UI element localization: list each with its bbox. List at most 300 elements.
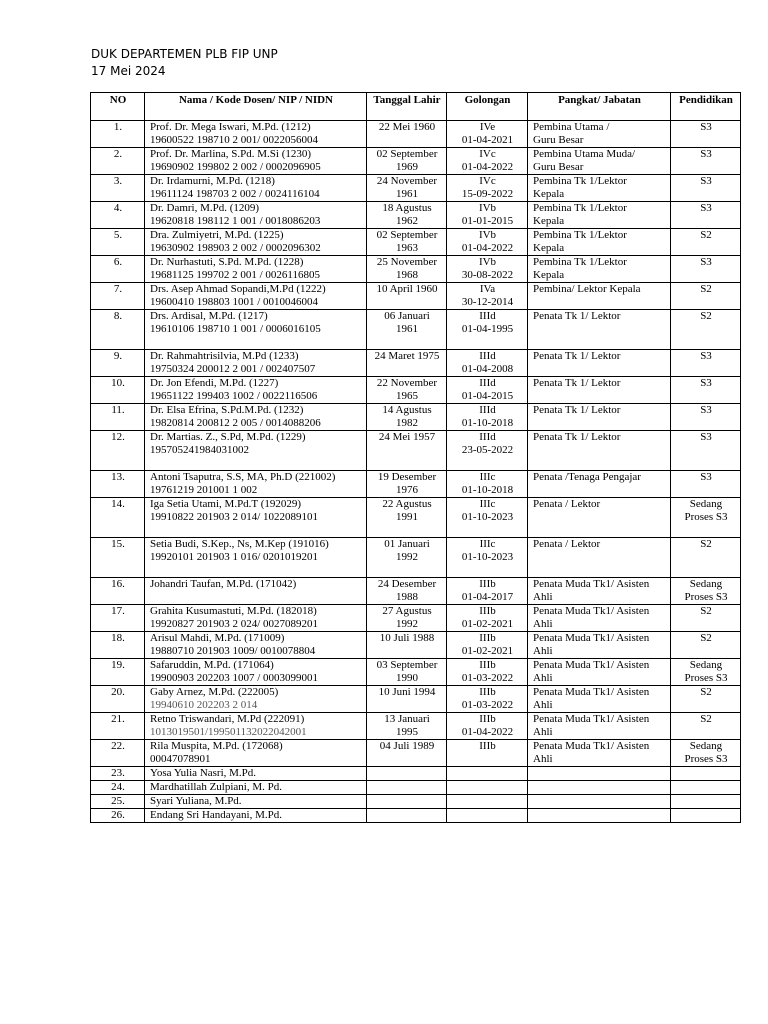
cell-name bbox=[145, 229, 367, 256]
rank-title: Penata Muda Tk1/ Asisten bbox=[533, 605, 650, 617]
cell-birthdate: 04 Juli 1989 bbox=[367, 740, 447, 767]
cell-no: 8. bbox=[91, 310, 145, 350]
rank-title: Penata Tk 1/ Lektor bbox=[533, 350, 621, 362]
cell-name bbox=[145, 121, 367, 148]
cell-education: Sedang Proses S3 bbox=[671, 659, 741, 686]
cell-no: 7. bbox=[91, 283, 145, 310]
cell-name bbox=[145, 471, 367, 498]
cell-birthdate: 03 September 1990 bbox=[367, 659, 447, 686]
rank-title: Penata Muda Tk1/ Asisten bbox=[533, 578, 650, 590]
cell-rank bbox=[528, 809, 671, 823]
cell-no: 13. bbox=[91, 471, 145, 498]
lecturer-name: Johandri Taufan, M.Pd. (171042) bbox=[150, 578, 297, 590]
cell-no: 16. bbox=[91, 578, 145, 605]
rank-title: Pembina Tk 1/Lektor bbox=[533, 202, 627, 214]
grade-date: 01-03-2022 bbox=[461, 671, 514, 684]
rank-title: Penata Tk 1/ Lektor bbox=[533, 431, 621, 443]
cell-rank bbox=[528, 538, 671, 578]
rank-title: Penata Tk 1/ Lektor bbox=[533, 310, 621, 322]
grade-date: 01-10-2023 bbox=[461, 510, 514, 523]
lecturer-name: Safaruddin, M.Pd. (171064) bbox=[150, 659, 274, 671]
table-row bbox=[91, 795, 741, 809]
grade-code: IIId bbox=[479, 350, 496, 362]
cell-no: 2. bbox=[91, 148, 145, 175]
lecturer-name: Iga Setia Utami, M.Pd.T (192029) bbox=[150, 498, 302, 510]
cell-birthdate: 01 Januari 1992 bbox=[367, 538, 447, 578]
position-title: Guru Besar bbox=[533, 160, 584, 173]
grade-date: 01-04-2022 bbox=[461, 725, 514, 738]
lecturer-name: Dr. Irdamurni, M.Pd. (1218) bbox=[150, 175, 275, 187]
lecturer-nip: 19600522 198710 2 001/ 0022056004 bbox=[150, 133, 319, 146]
cell-birthdate bbox=[367, 795, 447, 809]
cell-grade bbox=[447, 121, 528, 148]
cell-rank bbox=[528, 713, 671, 740]
grade-date: 15-09-2022 bbox=[461, 187, 514, 200]
cell-education: S3 bbox=[671, 431, 741, 471]
cell-education: Sedang Proses S3 bbox=[671, 498, 741, 538]
cell-grade bbox=[447, 795, 528, 809]
cell-rank bbox=[528, 578, 671, 605]
cell-no: 19. bbox=[91, 659, 145, 686]
grade-date: 30-12-2014 bbox=[461, 295, 514, 308]
cell-rank bbox=[528, 767, 671, 781]
table-row bbox=[91, 498, 741, 538]
lecturer-name: Setia Budi, S.Kep., Ns, M.Kep (191016) bbox=[150, 538, 329, 550]
grade-date: 01-04-2008 bbox=[461, 362, 514, 375]
rank-title: Pembina Utama / bbox=[533, 121, 610, 133]
lecturer-nip: 1013019501/199501132022042001 bbox=[150, 725, 307, 738]
lecturer-name: Dra. Zulmiyetri, M.Pd. (1225) bbox=[150, 229, 284, 241]
cell-no: 1. bbox=[91, 121, 145, 148]
cell-education: S3 bbox=[671, 350, 741, 377]
lecturer-nip: 19920827 201903 2 024/ 0027089201 bbox=[150, 617, 319, 630]
cell-grade bbox=[447, 404, 528, 431]
cell-education: S3 bbox=[671, 256, 741, 283]
cell-name bbox=[145, 283, 367, 310]
rank-title: Penata Muda Tk1/ Asisten bbox=[533, 740, 650, 752]
cell-rank bbox=[528, 686, 671, 713]
cell-no: 6. bbox=[91, 256, 145, 283]
cell-birthdate: 24 Maret 1975 bbox=[367, 350, 447, 377]
table-row bbox=[91, 632, 741, 659]
cell-grade bbox=[447, 605, 528, 632]
column-header-no: NO bbox=[91, 93, 145, 121]
lecturer-name: Prof. Dr. Mega Iswari, M.Pd. (1212) bbox=[150, 121, 311, 133]
cell-name bbox=[145, 350, 367, 377]
table-row bbox=[91, 578, 741, 605]
lecturer-name: Retno Triswandari, M.Pd (222091) bbox=[150, 713, 305, 725]
cell-grade bbox=[447, 632, 528, 659]
position-title: Ahli bbox=[533, 617, 553, 630]
grade-code: IIIb bbox=[479, 578, 496, 590]
rank-title: Pembina Tk 1/Lektor bbox=[533, 229, 627, 241]
cell-birthdate: 24 Desember 1988 bbox=[367, 578, 447, 605]
cell-rank bbox=[528, 377, 671, 404]
document-heading bbox=[91, 46, 278, 80]
cell-name bbox=[145, 175, 367, 202]
lecturer-name: Rila Muspita, M.Pd. (172068) bbox=[150, 740, 283, 752]
grade-date: 01-01-2015 bbox=[461, 214, 514, 227]
grade-date: 01-04-1995 bbox=[461, 322, 514, 335]
cell-rank bbox=[528, 659, 671, 686]
cell-birthdate: 22 Mei 1960 bbox=[367, 121, 447, 148]
table-row bbox=[91, 538, 741, 578]
cell-grade bbox=[447, 659, 528, 686]
cell-education: S3 bbox=[671, 404, 741, 431]
grade-code: IIIc bbox=[479, 471, 496, 483]
cell-no: 25. bbox=[91, 795, 145, 809]
grade-date: 01-04-2017 bbox=[461, 590, 514, 603]
cell-rank bbox=[528, 256, 671, 283]
cell-education: S3 bbox=[671, 148, 741, 175]
grade-code: IIIb bbox=[479, 740, 496, 752]
cell-birthdate bbox=[367, 809, 447, 823]
cell-education: S2 bbox=[671, 713, 741, 740]
cell-grade bbox=[447, 202, 528, 229]
cell-education: S3 bbox=[671, 121, 741, 148]
cell-birthdate: 22 Agustus 1991 bbox=[367, 498, 447, 538]
cell-birthdate: 24 November 1961 bbox=[367, 175, 447, 202]
position-title: Kepala bbox=[533, 241, 565, 254]
table-row bbox=[91, 148, 741, 175]
position-title: Ahli bbox=[533, 671, 553, 684]
table-row bbox=[91, 404, 741, 431]
cell-grade bbox=[447, 781, 528, 795]
cell-name bbox=[145, 498, 367, 538]
cell-grade bbox=[447, 809, 528, 823]
cell-rank bbox=[528, 283, 671, 310]
cell-grade bbox=[447, 431, 528, 471]
table-row bbox=[91, 431, 741, 471]
cell-rank bbox=[528, 148, 671, 175]
cell-no: 9. bbox=[91, 350, 145, 377]
cell-birthdate: 27 Agustus 1992 bbox=[367, 605, 447, 632]
lecturer-name: Dr. Martias. Z., S.Pd, M.Pd. (1229) bbox=[150, 431, 306, 443]
position-title: Ahli bbox=[533, 644, 553, 657]
cell-rank bbox=[528, 310, 671, 350]
cell-no: 11. bbox=[91, 404, 145, 431]
lecturer-nip: 19610106 198710 1 001 / 0006016105 bbox=[150, 322, 321, 335]
cell-rank bbox=[528, 498, 671, 538]
grade-date: 01-02-2021 bbox=[461, 617, 514, 630]
cell-rank bbox=[528, 202, 671, 229]
table-row bbox=[91, 350, 741, 377]
cell-name bbox=[145, 431, 367, 471]
grade-code: IIId bbox=[479, 431, 496, 443]
cell-education: S2 bbox=[671, 310, 741, 350]
cell-name bbox=[145, 404, 367, 431]
rank-title: Penata / Lektor bbox=[533, 498, 601, 510]
cell-education: S2 bbox=[671, 229, 741, 256]
table-row bbox=[91, 283, 741, 310]
cell-no: 26. bbox=[91, 809, 145, 823]
cell-name bbox=[145, 659, 367, 686]
grade-code: IIIb bbox=[479, 686, 496, 698]
rank-title: Pembina/ Lektor Kepala bbox=[533, 283, 641, 295]
cell-education: S3 bbox=[671, 471, 741, 498]
rank-title: Penata Tk 1/ Lektor bbox=[533, 377, 621, 389]
cell-no: 14. bbox=[91, 498, 145, 538]
cell-rank bbox=[528, 781, 671, 795]
lecturer-name: Grahita Kusumastuti, M.Pd. (182018) bbox=[150, 605, 317, 617]
cell-education: S2 bbox=[671, 605, 741, 632]
table-row bbox=[91, 713, 741, 740]
table-row bbox=[91, 377, 741, 404]
cell-no: 23. bbox=[91, 767, 145, 781]
lecturer-nip: 19920101 201903 1 016/ 0201019201 bbox=[150, 550, 319, 563]
lecturer-nip: 19910822 201903 2 014/ 1022089101 bbox=[150, 510, 319, 523]
table-row bbox=[91, 229, 741, 256]
table-row bbox=[91, 659, 741, 686]
cell-name bbox=[145, 795, 367, 809]
cell-name bbox=[145, 605, 367, 632]
table-row bbox=[91, 740, 741, 767]
grade-code: IIIb bbox=[479, 659, 496, 671]
position-title: Ahli bbox=[533, 752, 553, 765]
grade-date: 01-10-2023 bbox=[461, 550, 514, 563]
rank-title: Penata Muda Tk1/ Asisten bbox=[533, 686, 650, 698]
cell-grade bbox=[447, 229, 528, 256]
cell-grade bbox=[447, 471, 528, 498]
grade-date: 01-04-2022 bbox=[461, 241, 514, 254]
cell-rank bbox=[528, 431, 671, 471]
table-row bbox=[91, 175, 741, 202]
cell-birthdate: 13 Januari 1995 bbox=[367, 713, 447, 740]
grade-date: 01-04-2015 bbox=[461, 389, 514, 402]
cell-education: S2 bbox=[671, 283, 741, 310]
lecturer-nip: 195705241984031002 bbox=[150, 443, 249, 456]
position-title: Kepala bbox=[533, 214, 565, 227]
column-header-name: Nama / Kode Dosen/ NIP / NIDN bbox=[145, 93, 367, 121]
table-header-row bbox=[91, 93, 741, 121]
cell-birthdate: 24 Mei 1957 bbox=[367, 431, 447, 471]
lecturer-name: Dr. Rahmahtrisilvia, M.Pd (1233) bbox=[150, 350, 299, 362]
document-date: 17 Mei 2024 bbox=[91, 64, 166, 78]
cell-rank bbox=[528, 175, 671, 202]
position-title: Kepala bbox=[533, 268, 565, 281]
cell-education bbox=[671, 781, 741, 795]
cell-education: S2 bbox=[671, 538, 741, 578]
grade-code: IVc bbox=[479, 175, 496, 187]
lecturer-name: Yosa Yulia Nasri, M.Pd. bbox=[150, 767, 257, 779]
position-title: Ahli bbox=[533, 725, 553, 738]
grade-code: IIId bbox=[479, 310, 496, 322]
cell-grade bbox=[447, 310, 528, 350]
cell-rank bbox=[528, 471, 671, 498]
cell-name bbox=[145, 538, 367, 578]
cell-grade bbox=[447, 538, 528, 578]
grade-date: 01-10-2018 bbox=[461, 416, 514, 429]
cell-no: 12. bbox=[91, 431, 145, 471]
cell-rank bbox=[528, 605, 671, 632]
cell-name bbox=[145, 740, 367, 767]
rank-title: Penata Muda Tk1/ Asisten bbox=[533, 713, 650, 725]
cell-birthdate: 18 Agustus 1962 bbox=[367, 202, 447, 229]
cell-no: 17. bbox=[91, 605, 145, 632]
lecturer-name: Gaby Arnez, M.Pd. (222005) bbox=[150, 686, 279, 698]
cell-name bbox=[145, 713, 367, 740]
cell-name bbox=[145, 256, 367, 283]
cell-rank bbox=[528, 795, 671, 809]
cell-grade bbox=[447, 686, 528, 713]
grade-code: IIIc bbox=[479, 498, 496, 510]
lecturer-nip: 00047078901 bbox=[150, 752, 211, 765]
position-title: Ahli bbox=[533, 590, 553, 603]
cell-grade bbox=[447, 377, 528, 404]
lecturer-name: Syari Yuliana, M.Pd. bbox=[150, 795, 242, 807]
rank-title: Penata Muda Tk1/ Asisten bbox=[533, 659, 650, 671]
cell-grade bbox=[447, 578, 528, 605]
lecturer-nip: 19620818 198112 1 001 / 0018086203 bbox=[150, 214, 321, 227]
cell-no: 3. bbox=[91, 175, 145, 202]
cell-grade bbox=[447, 498, 528, 538]
cell-education bbox=[671, 809, 741, 823]
lecturer-name: Antoni Tsaputra, S.S, MA, Ph.D (221002) bbox=[150, 471, 336, 483]
cell-grade bbox=[447, 256, 528, 283]
lecturer-name: Dr. Elsa Efrina, S.Pd.M.Pd. (1232) bbox=[150, 404, 304, 416]
lecturer-nip: 19940610 202203 2 014 bbox=[150, 698, 258, 711]
cell-rank bbox=[528, 229, 671, 256]
table-row bbox=[91, 781, 741, 795]
lecturer-name: Arisul Mahdi, M.Pd. (171009) bbox=[150, 632, 285, 644]
cell-education: Sedang Proses S3 bbox=[671, 578, 741, 605]
cell-no: 4. bbox=[91, 202, 145, 229]
cell-birthdate bbox=[367, 781, 447, 795]
cell-grade bbox=[447, 350, 528, 377]
rank-title: Penata / Lektor bbox=[533, 538, 601, 550]
lecturer-nip: 19761219 201001 1 002 bbox=[150, 483, 258, 496]
lecturer-name: Mardhatillah Zulpiani, M. Pd. bbox=[150, 781, 282, 793]
cell-no: 22. bbox=[91, 740, 145, 767]
table-row bbox=[91, 809, 741, 823]
lecturer-nip: 19630902 198903 2 002 / 0002096302 bbox=[150, 241, 321, 254]
table-row bbox=[91, 605, 741, 632]
grade-code: IVb bbox=[478, 229, 497, 241]
cell-name bbox=[145, 632, 367, 659]
cell-birthdate: 06 Januari 1961 bbox=[367, 310, 447, 350]
lecturer-name: Drs. Ardisal, M.Pd. (1217) bbox=[150, 310, 268, 322]
rank-title: Penata Muda Tk1/ Asisten bbox=[533, 632, 650, 644]
cell-name bbox=[145, 310, 367, 350]
grade-code: IVe bbox=[479, 121, 496, 133]
cell-no: 21. bbox=[91, 713, 145, 740]
cell-birthdate: 14 Agustus 1982 bbox=[367, 404, 447, 431]
cell-no: 10. bbox=[91, 377, 145, 404]
cell-name bbox=[145, 377, 367, 404]
cell-name bbox=[145, 686, 367, 713]
grade-date: 01-10-2018 bbox=[461, 483, 514, 496]
grade-code: IVc bbox=[479, 148, 496, 160]
cell-no: 24. bbox=[91, 781, 145, 795]
lecturer-name: Dr. Damri, M.Pd. (1209) bbox=[150, 202, 260, 214]
cell-name bbox=[145, 781, 367, 795]
cell-grade bbox=[447, 767, 528, 781]
grade-date: 01-04-2022 bbox=[461, 160, 514, 173]
table-row bbox=[91, 686, 741, 713]
cell-grade bbox=[447, 148, 528, 175]
grade-date: 30-08-2022 bbox=[461, 268, 514, 281]
cell-grade bbox=[447, 740, 528, 767]
cell-no: 18. bbox=[91, 632, 145, 659]
rank-title: Pembina Tk 1/Lektor bbox=[533, 175, 627, 187]
table-row bbox=[91, 310, 741, 350]
cell-no: 20. bbox=[91, 686, 145, 713]
lecturer-name: Dr. Nurhastuti, S.Pd. M.Pd. (1228) bbox=[150, 256, 304, 268]
cell-rank bbox=[528, 404, 671, 431]
cell-no: 5. bbox=[91, 229, 145, 256]
cell-birthdate: 10 April 1960 bbox=[367, 283, 447, 310]
lecturer-nip: 19690902 199802 2 002 / 0002096905 bbox=[150, 160, 321, 173]
cell-education bbox=[671, 795, 741, 809]
cell-education: S3 bbox=[671, 202, 741, 229]
lecturer-nip: 19880710 201903 1009/ 0010078804 bbox=[150, 644, 316, 657]
lecturer-name: Drs. Asep Ahmad Sopandi,M.Pd (1222) bbox=[150, 283, 326, 295]
position-title: Kepala bbox=[533, 187, 565, 200]
cell-education: S2 bbox=[671, 686, 741, 713]
position-title: Ahli bbox=[533, 698, 553, 711]
cell-name bbox=[145, 578, 367, 605]
cell-rank bbox=[528, 350, 671, 377]
document-title: DUK DEPARTEMEN PLB FIP UNP bbox=[91, 47, 278, 61]
cell-birthdate: 02 September 1963 bbox=[367, 229, 447, 256]
cell-education: S3 bbox=[671, 175, 741, 202]
lecturer-name: Prof. Dr. Marlina, S.Pd. M.Si (1230) bbox=[150, 148, 312, 160]
cell-name bbox=[145, 202, 367, 229]
cell-birthdate: 25 November 1968 bbox=[367, 256, 447, 283]
cell-rank bbox=[528, 632, 671, 659]
grade-date: 23-05-2022 bbox=[461, 443, 514, 456]
rank-title: Penata /Tenaga Pengajar bbox=[533, 471, 641, 483]
cell-education bbox=[671, 767, 741, 781]
grade-code: IIId bbox=[479, 404, 496, 416]
rank-title: Pembina Tk 1/Lektor bbox=[533, 256, 627, 268]
position-title: Guru Besar bbox=[533, 133, 584, 146]
cell-birthdate: 10 Juli 1988 bbox=[367, 632, 447, 659]
lecturer-nip: 19900903 202203 1007 / 0003099001 bbox=[150, 671, 319, 684]
cell-birthdate: 19 Desember 1976 bbox=[367, 471, 447, 498]
grade-code: IIIb bbox=[479, 605, 496, 617]
column-header-education: Pendidikan bbox=[671, 93, 741, 121]
cell-grade bbox=[447, 175, 528, 202]
cell-birthdate: 22 November 1965 bbox=[367, 377, 447, 404]
lecturer-nip: 19611124 198703 2 002 / 0024116104 bbox=[150, 187, 320, 200]
grade-code: IIIb bbox=[479, 632, 496, 644]
lecturer-nip: 19820814 200812 2 005 / 0014088206 bbox=[150, 416, 321, 429]
grade-date: 01-04-2021 bbox=[461, 133, 514, 146]
lecturer-name: Endang Sri Handayani, M.Pd. bbox=[150, 809, 282, 821]
table-row bbox=[91, 121, 741, 148]
lecturer-nip: 19651122 199403 1002 / 0022116506 bbox=[150, 389, 318, 402]
cell-education: Sedang Proses S3 bbox=[671, 740, 741, 767]
grade-date: 01-02-2021 bbox=[461, 644, 514, 657]
grade-code: IVb bbox=[478, 256, 497, 268]
rank-title: Penata Tk 1/ Lektor bbox=[533, 404, 621, 416]
cell-no: 15. bbox=[91, 538, 145, 578]
cell-birthdate: 10 Juni 1994 bbox=[367, 686, 447, 713]
lecturer-name: Dr. Jon Efendi, M.Pd. (1227) bbox=[150, 377, 279, 389]
grade-code: IIIc bbox=[479, 538, 496, 550]
column-header-rank: Pangkat/ Jabatan bbox=[528, 93, 671, 121]
grade-code: IVb bbox=[478, 202, 497, 214]
cell-birthdate bbox=[367, 767, 447, 781]
cell-rank bbox=[528, 121, 671, 148]
cell-name bbox=[145, 809, 367, 823]
table-row bbox=[91, 202, 741, 229]
lecturer-nip: 19681125 199702 2 001 / 0026116805 bbox=[150, 268, 320, 281]
lecturer-nip: 19750324 200012 2 001 / 002407507 bbox=[150, 362, 316, 375]
table-row bbox=[91, 256, 741, 283]
cell-birthdate: 02 September 1969 bbox=[367, 148, 447, 175]
